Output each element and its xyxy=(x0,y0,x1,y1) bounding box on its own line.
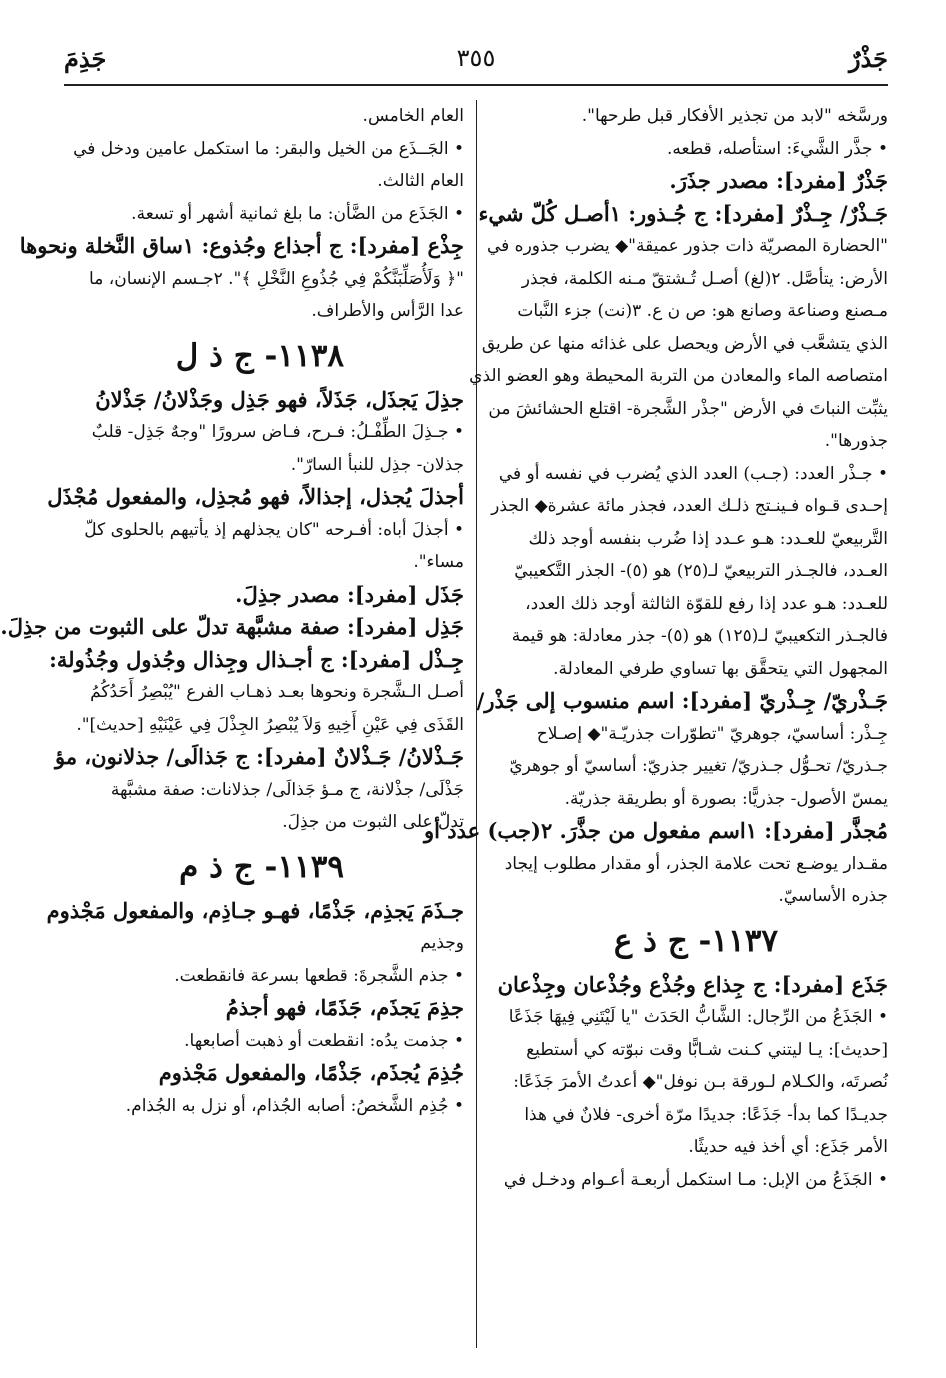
text-line: • جـذْر العدد: (جـب) العدد الذي يُضرب في نفسه أو في xyxy=(498,463,888,484)
page-header xyxy=(64,40,888,86)
entry-headword: جَذَل [مفرد]: مصدر جذِلَ. xyxy=(235,581,464,607)
text-line: مساء". xyxy=(413,552,464,572)
text-line: الذي يتشعَّب في الأرض ويحصل على غذائه منها عن طريق xyxy=(481,333,888,354)
text-line: • الجَذَع من الضَّأن: ما بلغ ثمانية أشهر أو تسعة. xyxy=(131,203,464,224)
text-line: العام الخامس. xyxy=(362,106,464,126)
entry-headword: جِـذْل [مفرد]: ج أجـذال وجِذال وجُذول وجُذُولة: xyxy=(49,646,464,672)
text-line: الأمر جَذَع: أي أخذ فيه حديثًا. xyxy=(688,1137,888,1157)
text-line: وجذيم xyxy=(420,933,464,953)
entry-headword: أجذلَ يُجذل، إجذالاً، فهو مُجذِل، والمفعول مُجْذَل xyxy=(47,484,464,509)
text-line: • أجذلَ أباه: أفـرحه "كان يجذلهم إذ يأتيهم بالحلوى كلّ xyxy=(84,519,464,540)
entry-headword: جَـذْرٌ/ جِـذْرٌ [مفرد]: ج جُـذور: ١أصـل كُلّ شيء xyxy=(478,200,888,226)
text-line: جذلان- جذِل للنبأ السارّ". xyxy=(290,454,464,475)
text-line: مـصنع وصناعة وصانع هو: ص ن ع. ٣(نت) جزء النَّبات xyxy=(517,301,888,321)
text-line: ورسَّخه "لابد من تجذير الأفكار قبل طرحها". xyxy=(581,106,888,126)
text-line: المجهول التي يتحقَّق بها تساوي طرفي المعادلة. xyxy=(553,658,888,679)
text-line: العـدد، فالجـذر التربيعيّ لـ(٢٥) هو (٥)- الجذر التَّكعيبيّ xyxy=(514,561,888,581)
text-line: جَذْلَى/ جذْلانة، ج مـؤ جَذالَى/ جذلانات: صفة مشبَّهة xyxy=(110,779,464,800)
page-columns xyxy=(0,100,888,1348)
text-line: امتصاصه الماء والمعادن من التربة المحيطة وهو العضو الذي xyxy=(469,366,888,386)
text-line: جذره الأساسيّ. xyxy=(778,886,888,906)
text-line: • جذم الشَّجرةَ: قطعها بسرعة فانقطعت. xyxy=(174,965,464,986)
text-line: "الحضارة المصريّة ذات جذور عميقة"◆ يضرب جذوره في xyxy=(486,236,888,256)
root-section-heading: ١١٣٨- ج ذ ل xyxy=(175,337,344,374)
text-line: • جذمت يدُه: انقطعت أو ذهبت أصابعها. xyxy=(184,1030,464,1051)
text-line: جذورها". xyxy=(824,431,888,451)
entry-headword: جُذِمَ يُجذَم، جَذْمًا، والمفعول مَجْذوم xyxy=(158,1060,464,1085)
text-line: نُصرتَه، والكـلام لـورقة بـن نوفل"◆ أعدتُ الأمرَ جَذَعًا: xyxy=(513,1072,888,1092)
text-line: • جـذِلَ الطِّفْـلُ: فـرح، فـاض سرورًا "وجهٌ جَذِل- قلبٌ xyxy=(91,422,464,442)
text-line: • جذَّر الشَّيءَ: استأصله، قطعه. xyxy=(667,138,888,159)
entry-headword: جذِمَ يَجذَم، جَذَمًا، فهو أجذمُ xyxy=(225,995,464,1020)
text-line: عدا الرَّأس والأطراف. xyxy=(311,301,464,321)
text-line: • الجَذَعُ من الإبل: مـا استكمل أربعـة أعـوام ودخـل في xyxy=(503,1169,888,1190)
header-first-entry: جَذْرٌ xyxy=(848,44,888,73)
entry-headword: جـذَمَ يَجذِم، جَذْمًا، فهـو جـاذِم، والمفعول مَجْذوم xyxy=(46,897,464,923)
text-line: • الجَذَعُ من الرِّجال: الشَّابُّ الحَدَث "يا لَيْتَنِي فِيهَا جَذَعًا xyxy=(508,1007,888,1027)
text-line: مقـدار يوضـع تحت علامة الجذر، أو مقدار مطلوب إيجاد xyxy=(504,853,888,874)
text-line: جديـدًا كما بدأ- جَذَعًا: جديدًا مرّة أخرى- فلانٌ في هذا xyxy=(524,1104,888,1125)
text-line: فالجـذر التكعيبيّ لـ(١٢٥) هو (٥)- جذر معادلة: هو قيمة xyxy=(511,626,888,646)
text-line: "﴿ وَلَأُصَلِّبَنَّكُمْ فِي جُذُوعِ النَّخْلِ ﴾". ٢جـسم الإنسان، ما xyxy=(89,268,464,289)
entry-headword: جَـذْلانُ/ جَـذْلانٌ [مفرد]: ج جَذالَى/ جذلانون، مؤ xyxy=(54,744,464,769)
text-line: التَّربيعيّ للعـدد: هـو عـدد إذا ضُرب بنفسه أوجد ذلك xyxy=(528,528,888,549)
entry-headword: جِذْع [مفرد]: ج أجذاع وجُذوع: ١ساق النَّخلة ونحوها xyxy=(19,233,464,258)
text-line: • الجَــذَع من الخيل والبقر: ما استكمل عامين ودخل في xyxy=(73,138,464,159)
text-line: • جُذِم الشَّخصُ: أصابه الجُذام، أو نزل به الجُذام. xyxy=(125,1095,464,1116)
text-line: [حديث]: يـا ليتني كـنت شـابًّا وقت نبوّته كي أستطيع xyxy=(526,1039,888,1060)
entry-headword: جذِلَ يَجذَل، جَذَلاً، فهو جَذِل وجَذْلانُ/ جَذْلانُ xyxy=(95,386,464,412)
entry-headword: جَذَع [مفرد]: ج جِذاع وجُذْع وجُذْعان وجِذْعان xyxy=(497,971,888,997)
text-line: القَذَى فِي عَيْنِ أَخِيهِ وَلاَ يُبْصِرُ الجِذْلَ فِي عَيْنَيْهِ [حديث]". xyxy=(76,714,464,735)
entry-headword: جَذْرٌ [مفرد]: مصدر جذَرَ. xyxy=(669,168,888,193)
page-number: ٣٥٥ xyxy=(456,44,496,72)
header-last-entry: جَذِمَ xyxy=(64,44,107,73)
text-line: العام الثالث. xyxy=(377,171,464,191)
text-line: يمسّ الأصول- جذريًّا: بصورة أو بطريقة جذريّة. xyxy=(564,788,888,809)
entry-headword: جَذِل [مفرد]: صفة مشبَّهة تدلّ على الثبوت من جذِلَ. xyxy=(0,614,464,639)
text-line: تدلّ على الثبوت من جذِلَ. xyxy=(282,812,464,832)
text-line: الأرض: يتأصَّل. ٢(لغ) أصـل تُـشتقّ مـنه الكلمة، فجذر xyxy=(521,268,888,289)
text-line: إحـدى قـواه فـينـتج ذلـك العدد، فجذر مائة عشرة◆ الجذر xyxy=(491,496,888,516)
text-line: جـذريّ/ تحـوُّل جـذريّ/ تغيير جذريّ: أساسيّ أو جوهريّ xyxy=(509,756,888,776)
root-section-heading: ١١٣٩- ج ذ م xyxy=(179,848,344,885)
text-line: جِـذْر: أساسيّ، جوهريّ "تطوّرات جذريّـة"◆ إصـلاح xyxy=(536,723,888,744)
entry-headword: مُجذَّر [مفرد]: ١اسم مفعول من جذَّرَ. ٢(جب) عدد أو xyxy=(423,818,888,843)
entry-headword: جَـذْريّ/ جِـذْريّ [مفرد]: اسم منسوب إلى جَذْر/ xyxy=(476,688,888,713)
text-line: يثبِّت النباتَ في الأرض "جذْر الشَّجرة- اقتلع الحشائشَ من xyxy=(488,398,888,419)
text-line: للعـدد: هـو عدد إذا رفع للقوّة الثالثة أوجد ذلك العدد، xyxy=(525,593,888,614)
root-section-heading: ١١٣٧- ج ذ ع xyxy=(613,922,778,959)
left-column xyxy=(0,100,476,1348)
text-line: أصـل الـشَّجرة ونحوها بعـد ذهـاب الفرع "يُبْصِرُ أَحَدُكُمُ xyxy=(90,682,464,702)
